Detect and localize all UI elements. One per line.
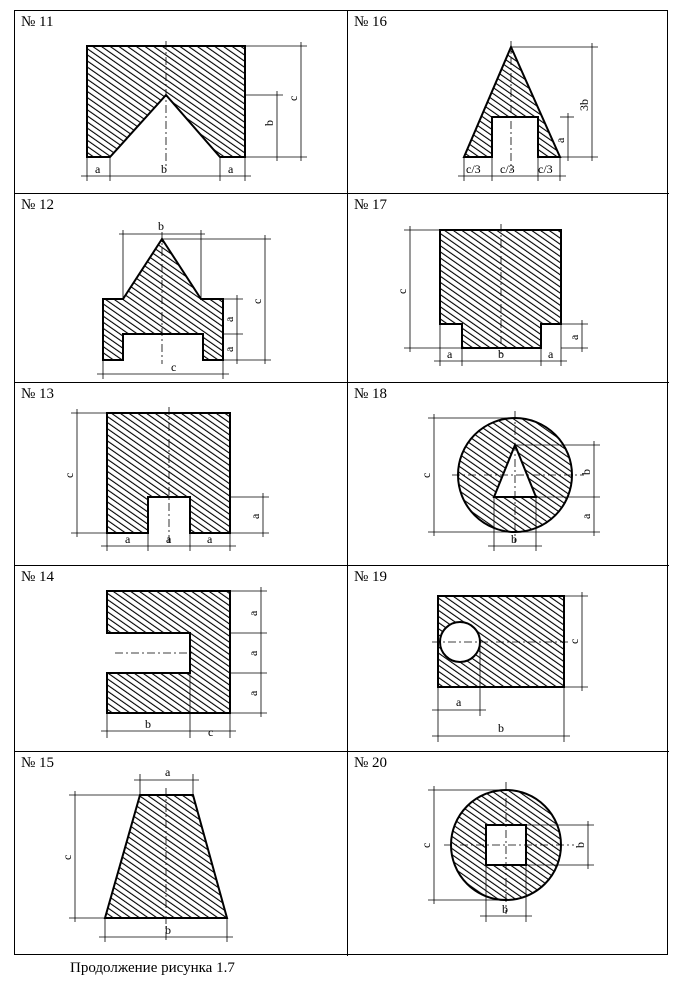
dim-label-a: a [166,532,172,546]
dim-label-c: c [567,638,581,644]
dim-label-b: b [498,347,504,361]
dim-label-a: a [567,334,581,340]
section-shape [464,47,560,157]
cell-number: № 12 [21,197,55,213]
dim-label-a: a [95,162,101,176]
cell-number: № 14 [21,569,55,585]
dim-label-a: a [165,765,171,779]
diagram-11 [15,11,347,193]
figure-caption: Продолжение рисунка 1.7 [70,960,235,976]
dim-label-c: c [419,472,433,478]
diagram-20 [348,752,669,956]
section-shape [107,413,230,533]
dim-label-b: b [165,923,171,937]
diagram-13 [15,383,347,565]
dim-label-b: b [573,842,587,848]
dim-label-c: c [286,95,300,101]
dim-label-b: b [511,532,517,546]
cell-19 [348,566,669,752]
cell-11 [15,11,348,194]
cell-number: № 11 [21,14,54,30]
cell-20 [348,752,669,956]
dim-label-c: c [171,360,177,374]
dim-label-3b: 3b [577,99,591,111]
cell-18 [348,383,669,566]
cell-14 [15,566,348,752]
cell-17 [348,194,669,383]
dim-label-b: b [498,721,504,735]
dim-label-a: a [553,137,567,143]
dim-label-a: a [246,650,260,656]
dim-label-b: b [161,162,167,176]
cell-number: № 17 [354,197,388,213]
dim-label-c3: c/3 [538,162,553,176]
dim-label-c3: c/3 [500,162,515,176]
dim-label-a: a [248,513,262,519]
dim-label-a: a [207,532,213,546]
diagram-18 [348,383,669,565]
diagram-14 [15,566,347,751]
dim-label-a: a [548,347,554,361]
cell-12 [15,194,348,383]
dim-label-b: b [145,717,151,731]
section-shape [103,239,223,360]
section-shape [440,230,561,348]
dim-label-c: c [419,842,433,848]
dim-label-c3: c/3 [466,162,481,176]
cell-number: № 20 [354,755,388,771]
cell-13 [15,383,348,566]
dim-label-a: a [125,532,131,546]
dim-label-c: c [60,854,74,860]
dim-label-a: a [456,695,462,709]
dim-label-a: a [222,346,236,352]
section-shape [107,591,230,713]
dim-label-c: c [250,298,264,304]
dim-label-c: c [395,288,409,294]
dim-label-a: a [228,162,234,176]
cell-15 [15,752,348,956]
dim-label-b: b [158,219,164,233]
dim-label-a: a [579,513,593,519]
figure-grid [14,10,668,955]
dim-label-b: b [502,902,508,916]
diagram-19 [348,566,669,751]
diagram-17 [348,194,669,382]
cell-16 [348,11,669,194]
cell-number: № 13 [21,386,55,402]
dim-label-b: b [579,469,593,475]
dim-label-c: c [62,472,76,478]
dim-label-c: c [208,725,214,739]
cell-number: № 15 [21,755,55,771]
cell-number: № 19 [354,569,388,585]
diagram-16 [348,11,669,193]
diagram-12 [15,194,347,382]
dim-label-a: a [222,316,236,322]
dim-label-a: a [246,610,260,616]
dim-label-a: a [447,347,453,361]
dim-label-b: b [262,120,276,126]
dim-label-a: a [246,690,260,696]
cell-number: № 16 [354,14,388,30]
diagram-15 [15,752,347,956]
cell-number: № 18 [354,386,388,402]
